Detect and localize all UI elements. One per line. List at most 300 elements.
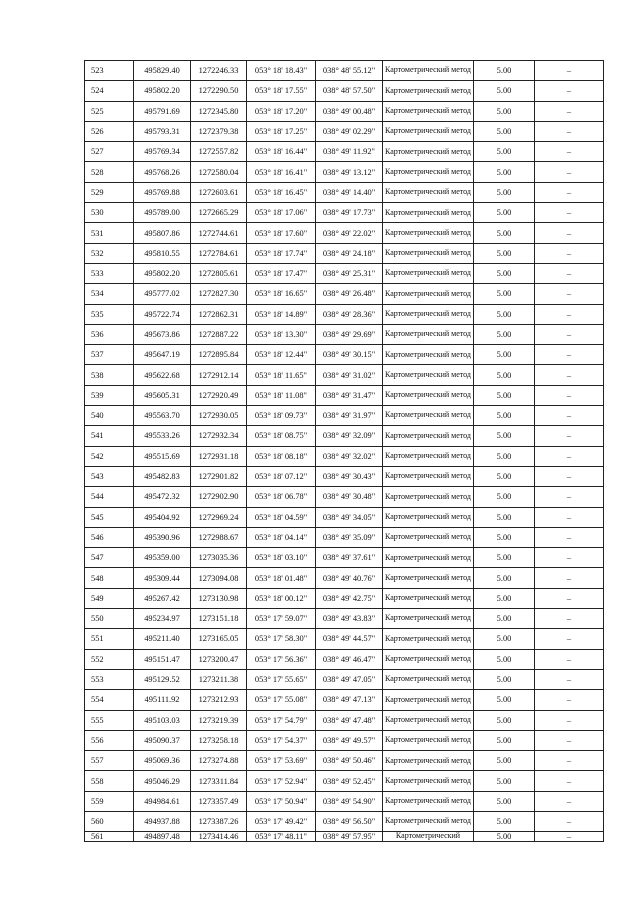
longitude-cell: 038° 49' 29.69": [316, 324, 383, 344]
x-coordinate-cell: 495390.96: [134, 527, 191, 547]
method-cell: Картометрический метод: [383, 507, 474, 527]
accuracy-cell: 5.00: [474, 385, 535, 405]
method-cell: Картометрический метод: [383, 730, 474, 750]
method-cell: Картометрический метод: [383, 426, 474, 446]
y-coordinate-cell: 1272665.29: [191, 203, 247, 223]
longitude-cell: 038° 49' 56.50": [316, 811, 383, 831]
longitude-cell: 038° 48' 55.12": [316, 61, 383, 81]
method-cell: Картометрический метод: [383, 345, 474, 365]
note-cell: –: [535, 385, 604, 405]
table-row: [85, 548, 604, 568]
table-row: [85, 203, 604, 223]
point-number-cell: 555: [85, 710, 134, 730]
note-cell: –: [535, 365, 604, 385]
table-row: [85, 81, 604, 101]
note-cell: –: [535, 609, 604, 629]
point-number-cell: 539: [85, 385, 134, 405]
longitude-cell: 038° 49' 49.57": [316, 730, 383, 750]
y-coordinate-cell: 1273151.18: [191, 609, 247, 629]
table-row: [85, 284, 604, 304]
latitude-cell: 053° 17' 50.94": [247, 791, 316, 811]
y-coordinate-cell: 1272988.67: [191, 527, 247, 547]
table-row: [85, 304, 604, 324]
note-cell: –: [535, 751, 604, 771]
accuracy-cell: 5.00: [474, 304, 535, 324]
accuracy-cell: 5.00: [474, 81, 535, 101]
table-row: [85, 710, 604, 730]
accuracy-cell: 5.00: [474, 121, 535, 141]
accuracy-cell: 5.00: [474, 771, 535, 791]
accuracy-cell: 5.00: [474, 629, 535, 649]
note-cell: –: [535, 345, 604, 365]
method-cell: Картометрический метод: [383, 548, 474, 568]
y-coordinate-cell: 1272290.50: [191, 81, 247, 101]
note-cell: –: [535, 162, 604, 182]
accuracy-cell: 5.00: [474, 588, 535, 608]
accuracy-cell: 5.00: [474, 791, 535, 811]
point-number-cell: 548: [85, 568, 134, 588]
method-cell: Картометрический метод: [383, 771, 474, 791]
longitude-cell: 038° 49' 37.61": [316, 548, 383, 568]
accuracy-cell: 5.00: [474, 649, 535, 669]
table-row: [85, 507, 604, 527]
accuracy-cell: 5.00: [474, 182, 535, 202]
accuracy-cell: 5.00: [474, 284, 535, 304]
accuracy-cell: 5.00: [474, 507, 535, 527]
longitude-cell: 038° 49' 11.92": [316, 142, 383, 162]
x-coordinate-cell: 495622.68: [134, 365, 191, 385]
longitude-cell: 038° 49' 47.13": [316, 690, 383, 710]
method-cell: Картометрический метод: [383, 304, 474, 324]
x-coordinate-cell: 495673.86: [134, 324, 191, 344]
table-row: [85, 162, 604, 182]
latitude-cell: 053° 18' 17.20": [247, 101, 316, 121]
note-cell: –: [535, 588, 604, 608]
method-cell: Картометрический метод: [383, 487, 474, 507]
table-row: [85, 811, 604, 831]
method-cell: Картометрический метод: [383, 263, 474, 283]
note-cell: –: [535, 649, 604, 669]
table-row: [85, 121, 604, 141]
accuracy-cell: 5.00: [474, 690, 535, 710]
x-coordinate-cell: 495533.26: [134, 426, 191, 446]
note-cell: –: [535, 832, 604, 842]
latitude-cell: 053° 18' 04.14": [247, 527, 316, 547]
longitude-cell: 038° 49' 17.73": [316, 203, 383, 223]
table-row: [85, 426, 604, 446]
y-coordinate-cell: 1273094.08: [191, 568, 247, 588]
longitude-cell: 038° 48' 57.50": [316, 81, 383, 101]
point-number-cell: 549: [85, 588, 134, 608]
point-number-cell: 552: [85, 649, 134, 669]
latitude-cell: 053° 18' 17.25": [247, 121, 316, 141]
longitude-cell: 038° 49' 47.48": [316, 710, 383, 730]
latitude-cell: 053° 18' 04.59": [247, 507, 316, 527]
longitude-cell: 038° 49' 00.48": [316, 101, 383, 121]
latitude-cell: 053° 18' 12.44": [247, 345, 316, 365]
table-row: [85, 771, 604, 791]
method-cell: Картометрический метод: [383, 162, 474, 182]
x-coordinate-cell: 495472.32: [134, 487, 191, 507]
x-coordinate-cell: 495515.69: [134, 446, 191, 466]
y-coordinate-cell: 1272744.61: [191, 223, 247, 243]
method-cell: Картометрический метод: [383, 811, 474, 831]
accuracy-cell: 5.00: [474, 162, 535, 182]
latitude-cell: 053° 17' 59.07": [247, 609, 316, 629]
point-number-cell: 535: [85, 304, 134, 324]
table-row: [85, 730, 604, 750]
note-cell: –: [535, 811, 604, 831]
point-number-cell: 561: [85, 832, 134, 842]
table-row: [85, 446, 604, 466]
y-coordinate-cell: 1272920.49: [191, 385, 247, 405]
table-row: [85, 243, 604, 263]
point-number-cell: 553: [85, 669, 134, 689]
longitude-cell: 038° 49' 26.48": [316, 284, 383, 304]
accuracy-cell: 5.00: [474, 527, 535, 547]
latitude-cell: 053° 18' 16.41": [247, 162, 316, 182]
method-cell: Картометрический метод: [383, 182, 474, 202]
longitude-cell: 038° 49' 13.12": [316, 162, 383, 182]
note-cell: –: [535, 791, 604, 811]
y-coordinate-cell: 1272603.61: [191, 182, 247, 202]
point-number-cell: 551: [85, 629, 134, 649]
accuracy-cell: 5.00: [474, 263, 535, 283]
table-row: [85, 365, 604, 385]
table-row: [85, 791, 604, 811]
note-cell: –: [535, 710, 604, 730]
accuracy-cell: 5.00: [474, 223, 535, 243]
accuracy-cell: 5.00: [474, 548, 535, 568]
accuracy-cell: 5.00: [474, 446, 535, 466]
point-number-cell: 526: [85, 121, 134, 141]
point-number-cell: 546: [85, 527, 134, 547]
point-number-cell: 525: [85, 101, 134, 121]
note-cell: –: [535, 61, 604, 81]
point-number-cell: 529: [85, 182, 134, 202]
longitude-cell: 038° 49' 34.05": [316, 507, 383, 527]
longitude-cell: 038° 49' 31.02": [316, 365, 383, 385]
longitude-cell: 038° 49' 42.75": [316, 588, 383, 608]
method-cell: Картометрический метод: [383, 527, 474, 547]
x-coordinate-cell: 494984.61: [134, 791, 191, 811]
x-coordinate-cell: 495359.00: [134, 548, 191, 568]
y-coordinate-cell: 1273212.93: [191, 690, 247, 710]
method-cell: Картометрический метод: [383, 101, 474, 121]
point-number-cell: 531: [85, 223, 134, 243]
y-coordinate-cell: 1273414.46: [191, 832, 247, 842]
point-number-cell: 556: [85, 730, 134, 750]
accuracy-cell: 5.00: [474, 669, 535, 689]
longitude-cell: 038° 49' 31.97": [316, 406, 383, 426]
note-cell: –: [535, 121, 604, 141]
method-cell: Картометрический метод: [383, 365, 474, 385]
latitude-cell: 053° 18' 17.55": [247, 81, 316, 101]
longitude-cell: 038° 49' 43.83": [316, 609, 383, 629]
y-coordinate-cell: 1272345.80: [191, 101, 247, 121]
table-row: [85, 649, 604, 669]
y-coordinate-cell: 1272580.04: [191, 162, 247, 182]
note-cell: –: [535, 507, 604, 527]
method-cell: Картометрический метод: [383, 446, 474, 466]
accuracy-cell: 5.00: [474, 811, 535, 831]
point-number-cell: 559: [85, 791, 134, 811]
note-cell: –: [535, 466, 604, 486]
table-row: [85, 61, 604, 81]
accuracy-cell: 5.00: [474, 61, 535, 81]
accuracy-cell: 5.00: [474, 466, 535, 486]
x-coordinate-cell: 495777.02: [134, 284, 191, 304]
method-cell: Картометрический метод: [383, 142, 474, 162]
point-number-cell: 550: [85, 609, 134, 629]
point-number-cell: 530: [85, 203, 134, 223]
table-row: [85, 406, 604, 426]
note-cell: –: [535, 690, 604, 710]
latitude-cell: 053° 18' 16.65": [247, 284, 316, 304]
longitude-cell: 038° 49' 30.15": [316, 345, 383, 365]
note-cell: –: [535, 629, 604, 649]
method-cell: Картометрический метод: [383, 324, 474, 344]
latitude-cell: 053° 18' 00.12": [247, 588, 316, 608]
point-number-cell: 554: [85, 690, 134, 710]
method-cell: Картометрический метод: [383, 710, 474, 730]
note-cell: –: [535, 426, 604, 446]
y-coordinate-cell: 1273311.84: [191, 771, 247, 791]
latitude-cell: 053° 18' 06.78": [247, 487, 316, 507]
y-coordinate-cell: 1273200.47: [191, 649, 247, 669]
y-coordinate-cell: 1273258.18: [191, 730, 247, 750]
method-cell: Картометрический метод: [383, 588, 474, 608]
y-coordinate-cell: 1272895.84: [191, 345, 247, 365]
x-coordinate-cell: 495789.00: [134, 203, 191, 223]
point-number-cell: 533: [85, 263, 134, 283]
longitude-cell: 038° 49' 28.36": [316, 304, 383, 324]
note-cell: –: [535, 203, 604, 223]
point-number-cell: 557: [85, 751, 134, 771]
note-cell: –: [535, 406, 604, 426]
x-coordinate-cell: 495722.74: [134, 304, 191, 324]
method-cell: Картометрический метод: [383, 223, 474, 243]
x-coordinate-cell: 495769.88: [134, 182, 191, 202]
table-row: [85, 568, 604, 588]
accuracy-cell: 5.00: [474, 324, 535, 344]
latitude-cell: 053° 17' 55.08": [247, 690, 316, 710]
longitude-cell: 038° 49' 22.02": [316, 223, 383, 243]
note-cell: –: [535, 568, 604, 588]
x-coordinate-cell: 494937.88: [134, 811, 191, 831]
latitude-cell: 053° 17' 56.36": [247, 649, 316, 669]
latitude-cell: 053° 18' 11.08": [247, 385, 316, 405]
table-row: [85, 751, 604, 771]
y-coordinate-cell: 1272902.90: [191, 487, 247, 507]
latitude-cell: 053° 18' 17.74": [247, 243, 316, 263]
x-coordinate-cell: 495563.70: [134, 406, 191, 426]
latitude-cell: 053° 17' 58.30": [247, 629, 316, 649]
method-cell: Картометрический метод: [383, 406, 474, 426]
method-cell: Картометрический метод: [383, 385, 474, 405]
y-coordinate-cell: 1272784.61: [191, 243, 247, 263]
note-cell: –: [535, 487, 604, 507]
y-coordinate-cell: 1272887.22: [191, 324, 247, 344]
latitude-cell: 053° 18' 01.48": [247, 568, 316, 588]
accuracy-cell: 5.00: [474, 751, 535, 771]
point-number-cell: 536: [85, 324, 134, 344]
y-coordinate-cell: 1273211.38: [191, 669, 247, 689]
y-coordinate-cell: 1273357.49: [191, 791, 247, 811]
method-cell: Картометрический метод: [383, 61, 474, 81]
table-row: [85, 324, 604, 344]
longitude-cell: 038° 49' 35.09": [316, 527, 383, 547]
point-number-cell: 524: [85, 81, 134, 101]
note-cell: –: [535, 223, 604, 243]
table-row: [85, 527, 604, 547]
table-row: [85, 669, 604, 689]
accuracy-cell: 5.00: [474, 568, 535, 588]
point-number-cell: 528: [85, 162, 134, 182]
point-number-cell: 545: [85, 507, 134, 527]
accuracy-cell: 5.00: [474, 730, 535, 750]
table-row: [85, 588, 604, 608]
method-cell: Картометрический метод: [383, 690, 474, 710]
y-coordinate-cell: 1273387.26: [191, 811, 247, 831]
note-cell: –: [535, 771, 604, 791]
x-coordinate-cell: 495768.26: [134, 162, 191, 182]
note-cell: –: [535, 669, 604, 689]
point-number-cell: 527: [85, 142, 134, 162]
x-coordinate-cell: 495046.29: [134, 771, 191, 791]
method-cell: Картометрический метод: [383, 121, 474, 141]
longitude-cell: 038° 49' 32.09": [316, 426, 383, 446]
method-cell: Картометрический метод: [383, 649, 474, 669]
longitude-cell: 038° 49' 30.48": [316, 487, 383, 507]
latitude-cell: 053° 18' 17.06": [247, 203, 316, 223]
latitude-cell: 053° 18' 09.73": [247, 406, 316, 426]
point-number-cell: 541: [85, 426, 134, 446]
table-row: [85, 690, 604, 710]
method-cell: Картометрический метод: [383, 568, 474, 588]
note-cell: –: [535, 263, 604, 283]
latitude-cell: 053° 18' 17.47": [247, 263, 316, 283]
longitude-cell: 038° 49' 24.18": [316, 243, 383, 263]
longitude-cell: 038° 49' 54.90": [316, 791, 383, 811]
y-coordinate-cell: 1272557.82: [191, 142, 247, 162]
latitude-cell: 053° 18' 03.10": [247, 548, 316, 568]
y-coordinate-cell: 1272862.31: [191, 304, 247, 324]
accuracy-cell: 5.00: [474, 426, 535, 446]
method-cell: Картометрический метод: [383, 81, 474, 101]
y-coordinate-cell: 1272912.14: [191, 365, 247, 385]
y-coordinate-cell: 1273035.36: [191, 548, 247, 568]
x-coordinate-cell: 495404.92: [134, 507, 191, 527]
latitude-cell: 053° 18' 13.30": [247, 324, 316, 344]
point-number-cell: 540: [85, 406, 134, 426]
latitude-cell: 053° 18' 16.45": [247, 182, 316, 202]
latitude-cell: 053° 18' 18.43": [247, 61, 316, 81]
y-coordinate-cell: 1273165.05: [191, 629, 247, 649]
y-coordinate-cell: 1272827.30: [191, 284, 247, 304]
x-coordinate-cell: 495807.86: [134, 223, 191, 243]
point-number-cell: 523: [85, 61, 134, 81]
x-coordinate-cell: 495482.83: [134, 466, 191, 486]
table-row: [85, 609, 604, 629]
point-number-cell: 560: [85, 811, 134, 831]
x-coordinate-cell: 495802.20: [134, 81, 191, 101]
point-number-cell: 537: [85, 345, 134, 365]
longitude-cell: 038° 49' 02.29": [316, 121, 383, 141]
method-cell: Картометрический метод: [383, 669, 474, 689]
method-cell: Картометрический: [383, 832, 474, 842]
x-coordinate-cell: 495309.44: [134, 568, 191, 588]
point-number-cell: 542: [85, 446, 134, 466]
y-coordinate-cell: 1273274.88: [191, 751, 247, 771]
x-coordinate-cell: 495829.40: [134, 61, 191, 81]
longitude-cell: 038° 49' 57.95": [316, 832, 383, 842]
note-cell: –: [535, 243, 604, 263]
latitude-cell: 053° 18' 17.60": [247, 223, 316, 243]
latitude-cell: 053° 17' 53.69": [247, 751, 316, 771]
latitude-cell: 053° 17' 55.65": [247, 669, 316, 689]
x-coordinate-cell: 495103.03: [134, 710, 191, 730]
longitude-cell: 038° 49' 50.46": [316, 751, 383, 771]
x-coordinate-cell: 495151.47: [134, 649, 191, 669]
table-row: [85, 263, 604, 283]
latitude-cell: 053° 17' 49.42": [247, 811, 316, 831]
accuracy-cell: 5.00: [474, 710, 535, 730]
point-number-cell: 544: [85, 487, 134, 507]
point-number-cell: 532: [85, 243, 134, 263]
longitude-cell: 038° 49' 14.40": [316, 182, 383, 202]
longitude-cell: 038° 49' 25.31": [316, 263, 383, 283]
method-cell: Картометрический метод: [383, 243, 474, 263]
longitude-cell: 038° 49' 31.47": [316, 385, 383, 405]
x-coordinate-cell: 495234.97: [134, 609, 191, 629]
table-row: [85, 101, 604, 121]
latitude-cell: 053° 18' 14.89": [247, 304, 316, 324]
note-cell: –: [535, 324, 604, 344]
x-coordinate-cell: 495605.31: [134, 385, 191, 405]
longitude-cell: 038° 49' 44.57": [316, 629, 383, 649]
note-cell: –: [535, 304, 604, 324]
accuracy-cell: 5.00: [474, 406, 535, 426]
note-cell: –: [535, 142, 604, 162]
latitude-cell: 053° 18' 08.75": [247, 426, 316, 446]
accuracy-cell: 5.00: [474, 203, 535, 223]
table-row: [85, 466, 604, 486]
table-row: [85, 223, 604, 243]
latitude-cell: 053° 18' 11.65": [247, 365, 316, 385]
y-coordinate-cell: 1272901.82: [191, 466, 247, 486]
accuracy-cell: 5.00: [474, 832, 535, 842]
note-cell: –: [535, 182, 604, 202]
note-cell: –: [535, 730, 604, 750]
point-number-cell: 558: [85, 771, 134, 791]
method-cell: Картометрический метод: [383, 203, 474, 223]
method-cell: Картометрический метод: [383, 791, 474, 811]
latitude-cell: 053° 18' 16.44": [247, 142, 316, 162]
table-row: [85, 345, 604, 365]
x-coordinate-cell: 495802.20: [134, 263, 191, 283]
x-coordinate-cell: 495069.36: [134, 751, 191, 771]
coordinates-table: [84, 60, 604, 842]
point-number-cell: 547: [85, 548, 134, 568]
x-coordinate-cell: 495211.40: [134, 629, 191, 649]
y-coordinate-cell: 1273130.98: [191, 588, 247, 608]
x-coordinate-cell: 495791.69: [134, 101, 191, 121]
point-number-cell: 538: [85, 365, 134, 385]
method-cell: Картометрический метод: [383, 466, 474, 486]
latitude-cell: 053° 17' 54.79": [247, 710, 316, 730]
latitude-cell: 053° 18' 07.12": [247, 466, 316, 486]
